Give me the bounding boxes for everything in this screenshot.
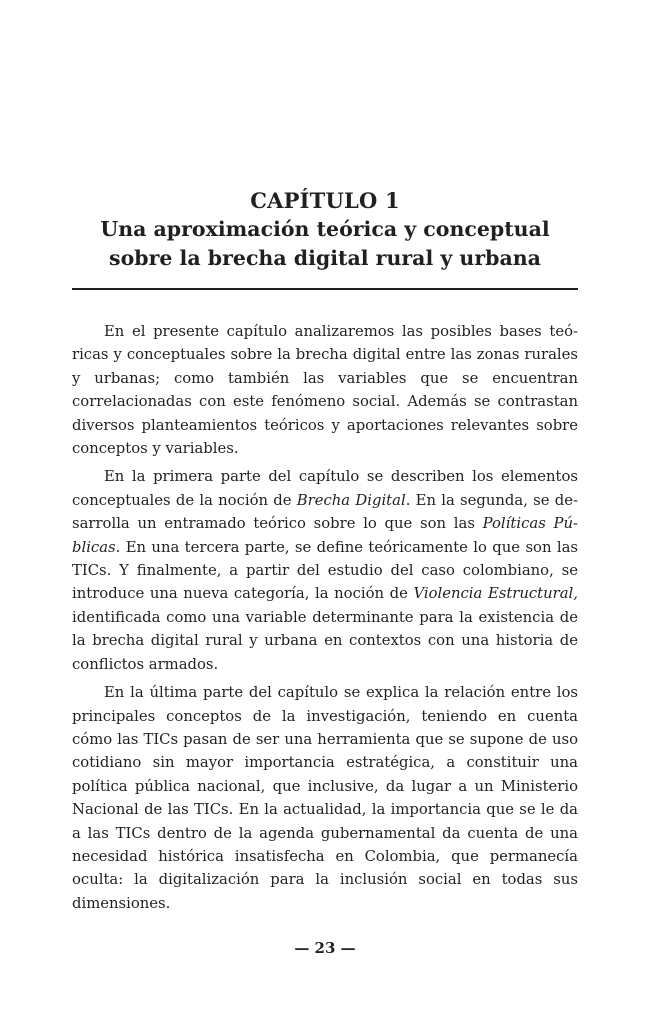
heading-divider <box>72 288 578 290</box>
chapter-body <box>72 320 578 920</box>
page-number: — 23 — <box>294 939 356 957</box>
paragraph-2-text-c: . En una tercera parte, se define teóricamente lo que son las TICs. Y finalmente, a partir del estudio del caso colombiano, se introduce una nueva categoría, la noción de <box>72 538 578 603</box>
term-violencia-estructural: Violencia Estructural, <box>413 585 578 603</box>
term-brecha-digital: Brecha Digital <box>296 491 406 509</box>
paragraph-1: En el presente capítulo analizaremos las posibles bases teóricas y conceptuales sobre la brecha digital entre las zonas rurales y urbanas; como también las variables que se encuentran correlacionadas con este fenómeno social. Además se contrastan diversos planteamientos teóricos y aportaciones relevantes sobre conceptos y variables. <box>72 323 578 458</box>
term-politicas-publicas: Políticas Públicas <box>72 515 578 556</box>
chapter-title-line-2: sobre la brecha digital rural y urbana <box>109 246 541 270</box>
chapter-label: CAPÍTULO 1 <box>250 188 400 213</box>
paragraph-2-text-d: identificada como una variable determinante para la existencia de la brecha digital rural y urbana en contextos con una historia de conflictos armados. <box>72 608 578 673</box>
paragraph-3: En la última parte del capítulo se explica la relación entre los principales conceptos de la investigación, teniendo en cuenta cómo las TICs pasan de ser una herramienta que se supone de uso cotidiano sin mayor importancia estratégica, a constituir una política pública nacional, que inclusive, da lugar a un Ministerio Nacional de las TICs. En la actualidad, la importancia que se le da a las TICs dentro de la agenda gubernamental da cuenta de una necesidad histórica insatisfecha en Colombia, que permanecía oculta: la digitalización para la inclusión social en todas sus dimensiones. <box>72 684 578 912</box>
chapter-heading <box>72 186 578 273</box>
paragraph-2-text-b: . En la segunda, se desarrolla un entramado teórico sobre lo que son las <box>72 491 578 533</box>
paragraph-2 <box>72 465 578 676</box>
paragraph-2-text-a: En la primera parte del capítulo se describen los elementos conceptuales de la noción de <box>72 468 578 509</box>
chapter-title-line-1: Una aproximación teórica y conceptual <box>100 217 550 241</box>
